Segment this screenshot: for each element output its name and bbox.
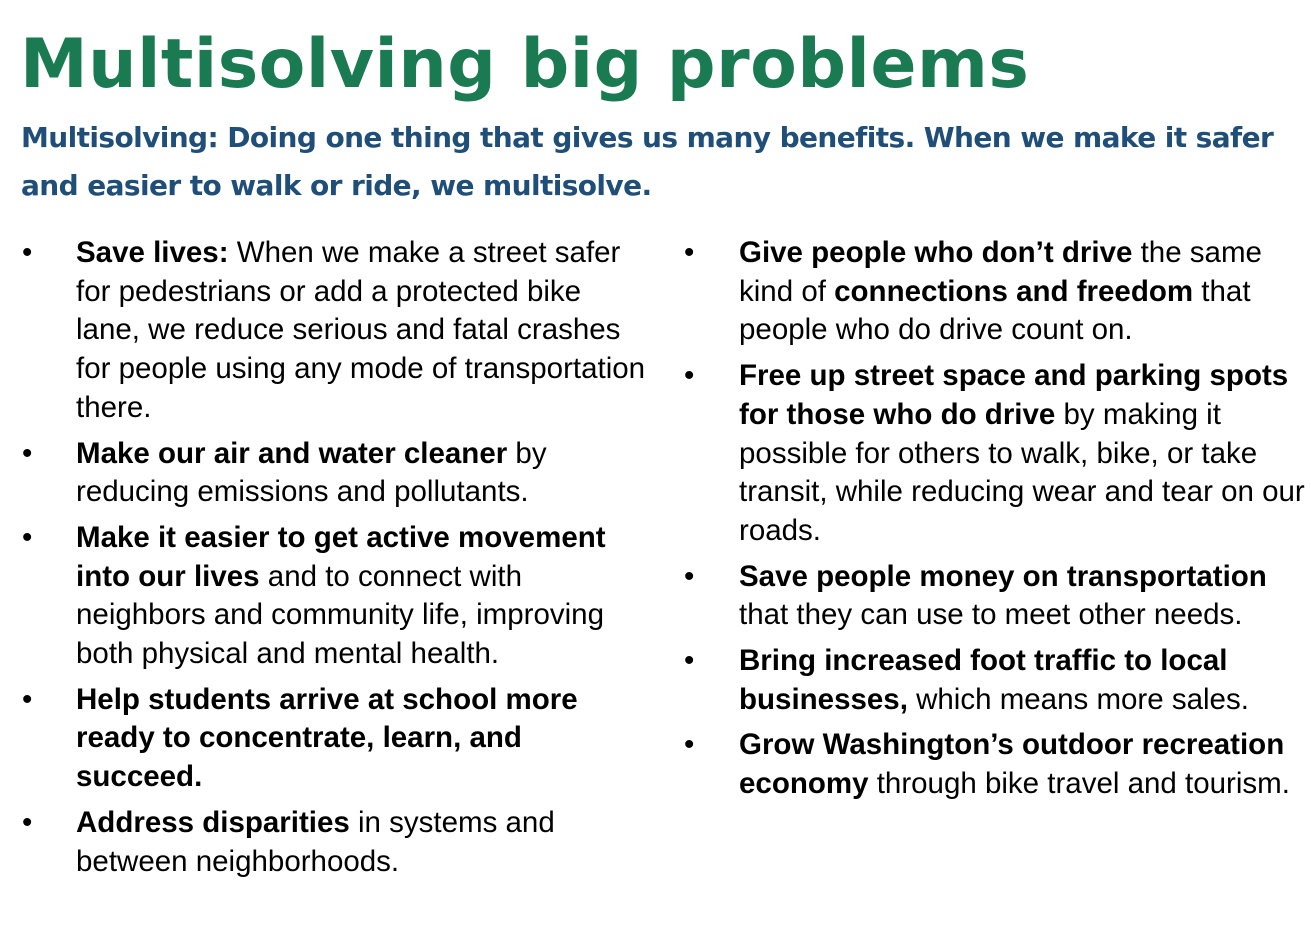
item-text: that they can use to meet other needs. bbox=[739, 598, 1243, 632]
item-text: the same kind of bbox=[739, 236, 1262, 308]
bullet-icon: • bbox=[22, 436, 33, 470]
item-bold-text: Make our air and water cleaner bbox=[76, 436, 508, 470]
item-bold-text: Save people money on transportation bbox=[739, 559, 1267, 593]
list-item bbox=[684, 234, 1309, 350]
bullet-icon: • bbox=[22, 520, 33, 554]
item-bold-text: Bring increased foot traffic to local businesses, bbox=[739, 644, 1228, 716]
bullet-icon: • bbox=[684, 728, 695, 762]
item-text: and to connect with neighbors and community life, improving both physical and mental health. bbox=[76, 559, 604, 671]
item-text: by reducing emissions and pollutants. bbox=[76, 436, 547, 509]
benefits-list-right bbox=[684, 234, 1309, 811]
list-item bbox=[684, 558, 1309, 635]
item-text: through bike travel and tourism. bbox=[868, 767, 1290, 801]
item-bold-text: Save lives: bbox=[76, 236, 229, 269]
bullet-icon: • bbox=[22, 682, 33, 716]
list-item bbox=[684, 726, 1309, 803]
item-text: in systems and between neighborhoods. bbox=[76, 805, 555, 878]
list-item bbox=[22, 519, 652, 674]
list-item bbox=[22, 234, 652, 428]
bullet-icon: • bbox=[22, 236, 33, 269]
item-text: by making it possible for others to walk, bike, or take transit, while reducing wear and tear on our roads. bbox=[739, 397, 1305, 547]
bullet-icon: • bbox=[22, 805, 33, 839]
item-bold-text: Help students arrive at school more ready to concentrate, learn, and succeed. bbox=[76, 682, 578, 794]
item-text: that people who do drive count on. bbox=[739, 274, 1251, 347]
item-bold-text: Make it easier to get active movement into our lives bbox=[76, 520, 606, 593]
bullet-icon: • bbox=[684, 236, 695, 269]
list-item bbox=[684, 642, 1309, 719]
list-item bbox=[22, 435, 652, 512]
item-text: When we make a street safer for pedestrians or add a protected bike lane, we reduce serious and fatal crashes for people using any mode of transportation there. bbox=[76, 236, 646, 424]
list-item bbox=[22, 681, 652, 797]
bullet-icon: • bbox=[684, 359, 695, 393]
page-subtitle: Multisolving: Doing one thing that gives us many benefits. When we make it safer and easier to walk or ride, we multisolve. bbox=[21, 121, 1274, 202]
item-bold-text: Free up street space and parking spots for those who do drive bbox=[739, 359, 1289, 431]
bullet-icon: • bbox=[684, 644, 695, 678]
bullet-icon: • bbox=[684, 559, 695, 593]
item-bold-text: Give people who don’t drive bbox=[739, 236, 1133, 269]
list-item bbox=[22, 804, 652, 881]
page-title: Multisolving big problems bbox=[20, 25, 1030, 104]
benefits-list-left bbox=[22, 234, 652, 888]
item-bold-text: Address disparities bbox=[76, 805, 350, 839]
item-text: which means more sales. bbox=[907, 682, 1249, 716]
item-bold-text: connections and freedom bbox=[834, 274, 1194, 308]
list-item bbox=[684, 357, 1309, 551]
item-bold-text: Grow Washington’s outdoor recreation economy bbox=[739, 728, 1285, 801]
